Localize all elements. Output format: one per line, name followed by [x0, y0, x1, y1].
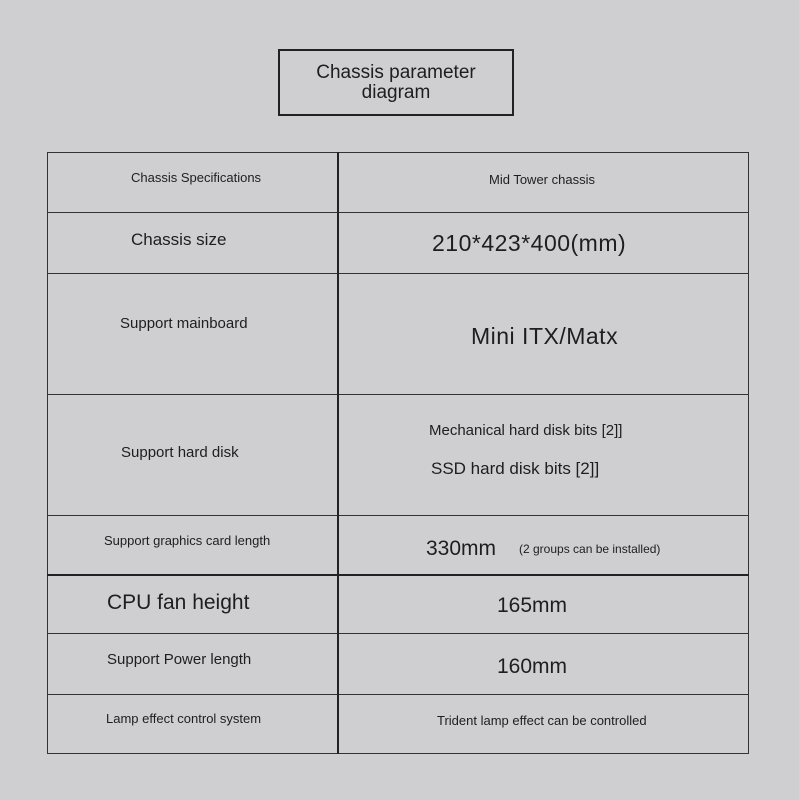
- spec-value-cell: [338, 153, 749, 213]
- spec-value-cell: [338, 274, 749, 395]
- spec-row-support-mainboard: [48, 274, 749, 395]
- spec-value: 165mm: [497, 593, 568, 617]
- spec-label: Chassis size: [131, 230, 227, 249]
- spec-row-chassis-size: [48, 213, 749, 274]
- spec-label-cell: [48, 695, 339, 754]
- spec-value-cell: [338, 695, 749, 754]
- spec-value: Mini ITX/Matx: [471, 323, 619, 349]
- spec-label: CPU fan height: [107, 590, 250, 614]
- spec-value-line-2: SSD hard disk bits [2]]: [431, 459, 600, 478]
- diagram-title-line-2: diagram: [361, 81, 431, 103]
- spec-value: 210*423*400(mm): [432, 230, 627, 256]
- chassis-spec-table: [47, 152, 749, 754]
- spec-value-cell: [338, 516, 749, 575]
- diagram-title: [296, 63, 496, 103]
- diagram-title-line-1: Chassis parameter: [316, 61, 476, 83]
- spec-row-support-hard-disk: [48, 395, 749, 516]
- spec-label: Support mainboard: [120, 315, 248, 332]
- spec-row-cpu-fan-height: [48, 575, 749, 634]
- spec-label: Lamp effect control system: [106, 711, 262, 726]
- spec-value: Mid Tower chassis: [489, 172, 595, 187]
- spec-value-cell: [338, 213, 749, 274]
- spec-label-cell: [48, 575, 339, 634]
- spec-value-cell: [338, 395, 749, 516]
- spec-value-note: (2 groups can be installed): [519, 542, 661, 556]
- spec-value-line-1: Mechanical hard disk bits [2]]: [429, 422, 623, 439]
- spec-label: Chassis Specifications: [131, 170, 262, 185]
- spec-label-cell: [48, 634, 339, 695]
- diagram-title-box: [278, 49, 514, 116]
- spec-label-cell: [48, 274, 339, 395]
- spec-row-power-length: [48, 634, 749, 695]
- spec-value: 160mm: [497, 655, 568, 678]
- spec-value: 330mm: [426, 537, 497, 560]
- spec-label: Support hard disk: [121, 444, 239, 461]
- spec-label-cell: [48, 395, 339, 516]
- spec-label: Support Power length: [107, 651, 252, 668]
- spec-label: Support graphics card length: [104, 533, 271, 548]
- spec-row-chassis-specifications: [48, 153, 749, 213]
- spec-value: Trident lamp effect can be controlled: [437, 713, 647, 728]
- spec-label-cell: [48, 213, 339, 274]
- spec-row-graphics-card-length: [48, 516, 749, 575]
- spec-label-cell: [48, 153, 339, 213]
- spec-label-cell: [48, 516, 339, 575]
- spec-value-cell: [338, 634, 749, 695]
- spec-row-lamp-effect: [48, 695, 749, 754]
- spec-value-cell: [338, 575, 749, 634]
